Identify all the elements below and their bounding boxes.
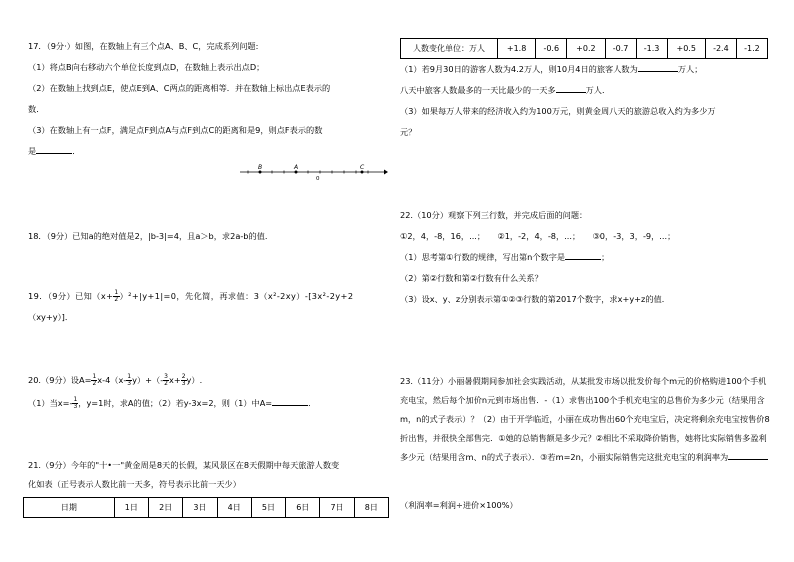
fraction: $\frac{1}{2}$	[92, 373, 97, 387]
table-cell: 4日	[217, 498, 251, 518]
answer-blank	[638, 71, 678, 72]
q17-stem: 17．（9分·）如图，在数轴上有三个点A、B、C，完成系列问题:	[28, 41, 259, 51]
table-cell: -0.7	[605, 39, 636, 59]
q19-line2: （xy+y）]．	[28, 312, 74, 322]
q21-part2: 八天中旅客人数最多的一天比最少的一天多 万人．	[400, 85, 611, 95]
table-row-label: 人数变化单位：万人	[401, 39, 498, 59]
table-cell: -0.6	[536, 39, 567, 59]
q18-line: 18．（9分）已知a的绝对值是2，|b-3|=4，且a＞b，求2a-b的值.	[28, 231, 268, 241]
q23-text: 23.（11分）小丽暑假期间参加社会实践活动，从某批发市场以批发价每个m元的价格购进100个手机充电宝，然后每个加价n元到市场出售．-（1）求售出100个手机充电宝的总售价为多少元（结果用含m，n的式子表示）？（2）由于开学临近，小丽在成功售出60个充电宝后，决定将剩余充电宝按售价8折出售，并很快全部售完．①她的总销售额是多少元？②相比不采取降价销售，她将比实际销售多盈利多少元（结果用含m、n的式子表示）．③若m=2n，小丽实际销售完这批充电宝的利润率为	[400, 376, 770, 462]
table-cell: 2日	[148, 498, 182, 518]
table-row	[401, 39, 768, 59]
table-cell: 5日	[251, 498, 285, 518]
q20-line2: （1）当x=- $\frac{1}{3}$ ，y=1时，求A的值；（2）若y-3x=2，则（1）中A= ．	[28, 396, 317, 410]
q17-part2-line2: 数．	[28, 104, 45, 114]
answer-blank	[272, 405, 308, 406]
fraction: $\frac{3}{2}$	[164, 373, 168, 387]
q20-line1: 20.（9分）设A= $\frac{1}{2}$ x-4（x- $\frac{1}{3}$ y）+（- $\frac{3}{2}$ x+ $\frac{2}{3}$ y）.	[28, 373, 203, 387]
q23-note: （利润率=利润÷进价×100%）	[400, 500, 518, 510]
q22-part3: （3）设x、y、z分别表示第①②③行数的第2017个数字，求x+y+z的值．	[400, 294, 670, 304]
q17-part1: （1）将点B向右移动六个单位长度到点D，在数轴上表示出点D；	[28, 62, 265, 72]
table-row	[24, 498, 389, 518]
q22-stem: 22.（10分）观察下列三行数，并完成后面的问题：	[400, 210, 588, 220]
q21-part3-line2: 元？	[400, 127, 417, 137]
table-cell: +0.2	[567, 39, 605, 59]
fraction: $\frac{1}{3}$	[127, 373, 132, 387]
table-cell: 3日	[183, 498, 217, 518]
table-cell: -2.4	[705, 39, 736, 59]
answer-blank	[565, 259, 601, 260]
number-line	[238, 162, 388, 186]
table-cell: -1.2	[736, 39, 767, 59]
q22-rows: ①2，4，-8，16，...； ②1，-2，4，-8，...； ③0，-3，3，-9，...；	[400, 231, 676, 241]
answer-blank	[36, 153, 72, 154]
table-cell: 8日	[354, 498, 388, 518]
table-cell: 1日	[114, 498, 148, 518]
q22-part1: （1）思考第①行数的规律，写出第n个数字是 ；	[400, 252, 610, 262]
q21-change-table	[400, 38, 768, 59]
abs-expr: |b-3|=4	[148, 231, 179, 241]
q22-part2: （2）第②行数和第②行数有什么关系？	[400, 273, 543, 283]
q21-part3-line1: （3）如果每万人带来的经济收入约为100万元，则黄金周八天的旅游总收入约为多少万	[400, 106, 716, 116]
label-b: B	[258, 164, 263, 171]
fraction: $\frac{1}{3}$	[73, 396, 78, 410]
q17-part2-line1: （2）在数轴上找到点E，使点E到A、C两点的距离相等．并在数轴上标出点E表示的	[28, 83, 331, 93]
q21-line1: 21.（9分）今年的"十•一"黄金周是8天的长假，某风景区在8天假期中每天旅游人数变	[28, 460, 340, 470]
fraction: $\frac{1}{2}$	[114, 289, 119, 303]
answer-blank	[556, 92, 586, 93]
table-header-cell: 日期	[24, 498, 115, 518]
table-cell: 7日	[320, 498, 354, 518]
number-line-arrow	[384, 170, 388, 175]
table-cell: 6日	[286, 498, 320, 518]
q17-part3-line1: （3）在数轴上有一点F，满足点F到点A与点F到点C的距离和是9，则点F表示的数	[28, 125, 323, 135]
q21-line2: 化如表（正号表示人数比前一天多，符号表示比前一天少）	[28, 479, 241, 489]
label-c: C	[360, 164, 365, 171]
label-a: A	[294, 164, 299, 171]
label-zero: 0	[316, 176, 320, 182]
q21-date-table	[23, 497, 389, 518]
table-cell: +0.5	[667, 39, 705, 59]
table-cell: -1.3	[636, 39, 667, 59]
q21-part1: （1）若9月30日的游客人数为4.2万人，则10月4日的旅客人数为 万人；	[400, 64, 703, 74]
q19-line1: 19．（9分）已知（x+ $\frac{1}{2}$ ）²+|y+1|=0，先化简，再求值：3（x²-2xy）-[3x²-2y+2	[28, 289, 354, 303]
answer-blank	[728, 459, 768, 460]
q17-part3-line2: 是 ．	[28, 146, 81, 156]
table-cell: +1.8	[498, 39, 536, 59]
fraction: $\frac{2}{3}$	[181, 373, 186, 387]
